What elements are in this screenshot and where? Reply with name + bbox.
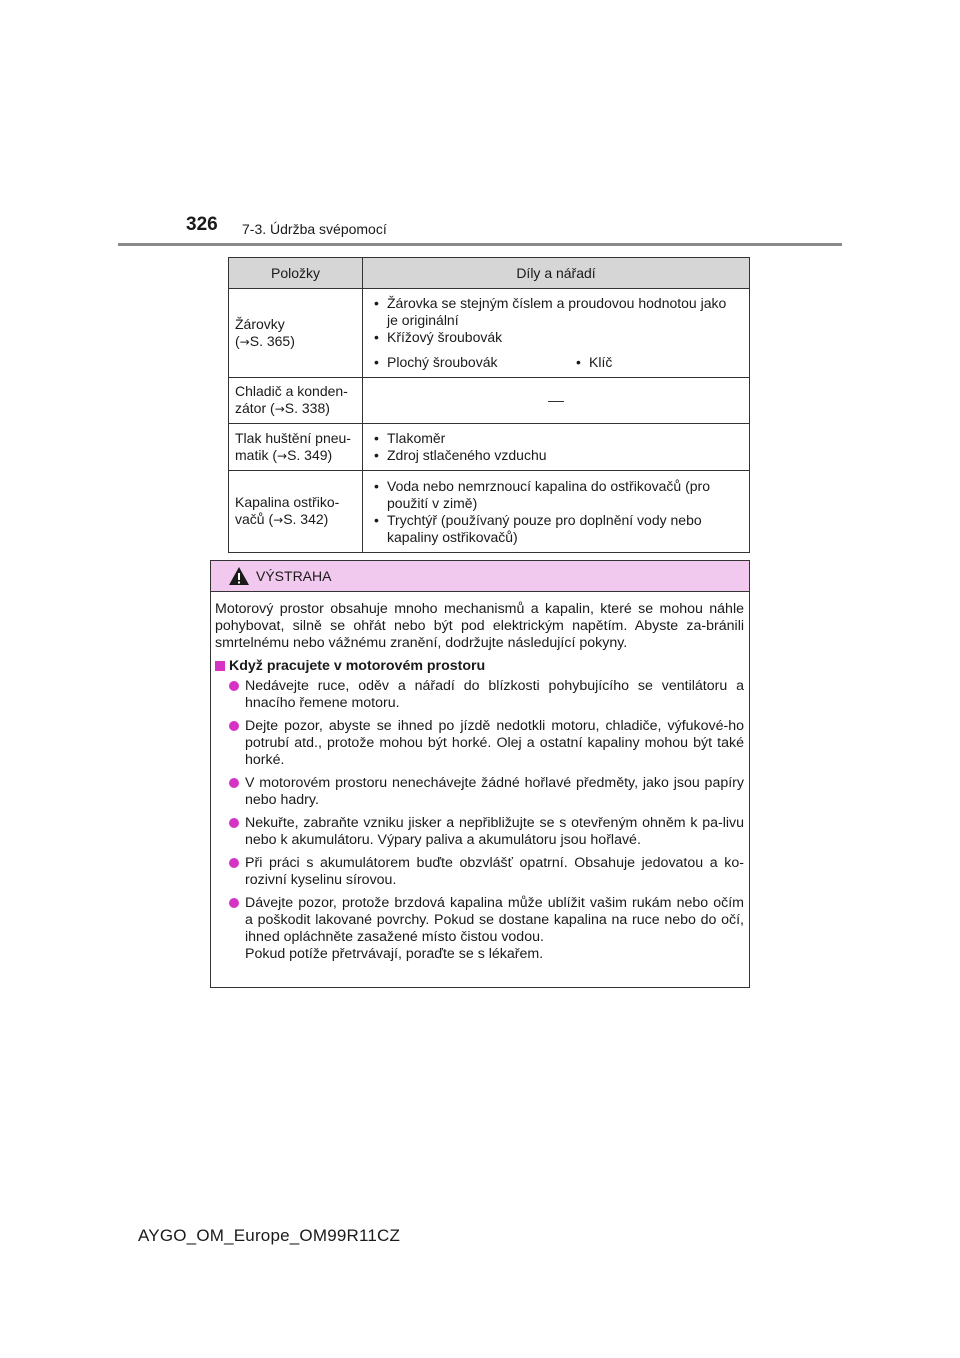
warning-title: VÝSTRAHA [256,568,332,584]
ref-suffix: ) [327,446,333,463]
list-item: • Tlakoměr [371,430,741,447]
right-arrow-icon: → [273,513,284,527]
item-name: Žárovky [235,315,285,332]
circle-bullet-icon [229,778,239,788]
item-reference [235,333,356,351]
table-cell-item [229,289,363,378]
right-arrow-icon: → [239,334,250,349]
table-header-row [229,258,750,289]
table-cell-parts [363,289,750,378]
ref-prefix: ( [235,332,240,349]
right-arrow-icon: → [274,402,285,416]
list-item-pair [371,354,741,371]
list-item-text: Při práci s akumulátorem buďte obzvlášť opatrní. Obsahuje jedovatou a ko-rozivní kyselinu sírovou. [245,855,744,888]
ref-suffix: ) [290,332,295,349]
list-item [215,895,744,963]
header-divider [118,243,842,246]
column-header-parts: Díly a nářadí [363,258,750,289]
item-name: Chladič a konden- [235,383,348,399]
page-reference-link[interactable]: S. 338 [284,400,326,416]
list-item [215,718,744,769]
list-item: • Klíč [573,354,612,371]
column-header-items: Položky [229,258,363,289]
table-row [229,471,750,553]
list-item [215,678,744,712]
table-cell-item [229,471,363,553]
table-cell-parts [363,378,750,424]
ref-prefix: zátor ( [235,400,275,416]
warning-body [211,592,749,963]
right-arrow-icon: → [277,448,288,463]
section-title: 7-3. Údržba svépomocí [242,221,387,237]
item-reference [235,511,356,529]
list-item-text: V motorovém prostoru nenechávejte žádné hořlavé předměty, jako jsou papíry nebo hadry. [245,775,744,808]
warning-triangle-icon [228,566,250,586]
list-item-text: Nekuřte, zabraňte vzniku jisker a nepřibližujte se s otevřeným ohněm k pa-livu nebo k akumulátoru. Výpary paliva a akumulátoru jsou hořlavé. [245,815,744,848]
list-item: • Plochý šroubovák [371,354,573,371]
item-reference [235,447,356,465]
table-row [229,424,750,471]
ref-prefix: vačů ( [235,511,274,527]
item-name: Kapalina ostřiko- [235,494,340,510]
item-reference [235,400,356,418]
ref-suffix: ) [323,511,329,527]
page-reference-link[interactable]: S. 342 [283,511,324,527]
square-bullet-icon [215,661,225,671]
circle-bullet-icon [229,858,239,868]
list-item: • Voda nebo nemrznoucí kapalina do ostřikovačů (pro použití v zimě) [371,478,741,512]
list-item-text: Nedávejte ruce, oděv a nářadí do blízkosti pohybujícího se ventilátoru a hnacího řemene motoru. [245,678,744,711]
page-header [0,0,960,250]
list-item [215,855,744,889]
list-item: • Žárovka se stejným číslem a proudovou hodnotou jako je originální [371,295,741,329]
subheading-text: Když pracujete v motorovém prostoru [229,658,486,674]
list-item [215,815,744,849]
list-item-text: Dávejte pozor, protože brzdová kapalina může ublížit vašim rukám nebo očím a poškodit lakované povrchy. Pokud se dostane kapalina na ruce nebo do očí, ihned opláchněte zasažené místo čistou vodou. [245,895,744,945]
page-number: 326 [186,214,218,235]
list-item: • Zdroj stlačeného vzduchu [371,447,741,464]
parts-tools-table [228,257,750,553]
warning-intro: Motorový prostor obsahuje mnoho mechanismů a kapalin, které se mohou náhle pohybovat, silně se ohřát nebo být pod elektrickým napětím. Abyste za-bránili smrtelnému nebo vážnému zranění, dodržujte následující pokyny. [215,601,744,651]
table-cell-item [229,424,363,471]
circle-bullet-icon [229,898,239,908]
item-name: Tlak huštění pneu- [235,429,351,446]
page-reference-link[interactable]: S. 349 [287,446,328,463]
empty-dash [548,401,564,402]
circle-bullet-icon [229,681,239,691]
warning-subheading [215,658,744,675]
circle-bullet-icon [229,818,239,828]
ref-prefix: matik ( [235,446,277,463]
table-cell-parts [363,424,750,471]
circle-bullet-icon [229,721,239,731]
table-cell-parts [363,471,750,553]
table-cell-item [229,378,363,424]
page-reference-link[interactable]: S. 365 [249,332,291,349]
list-item-extra-text: Pokud potíže přetrvávají, poraďte se s lékařem. [245,946,544,962]
list-item-text: Dejte pozor, abyste se ihned po jízdě nedotkli motoru, chladiče, výfukové-ho potrubí atd., protože mohou být horké. Olej a ostatní kapaliny mohou být také horké. [245,718,744,768]
list-item: • Křížový šroubovák [371,329,741,346]
warning-box [210,560,750,988]
ref-suffix: ) [325,400,330,416]
warning-header [211,561,749,592]
list-item [215,775,744,809]
table-row [229,378,750,424]
document-code: AYGO_OM_Europe_OM99R11CZ [138,1226,401,1245]
table-row [229,289,750,378]
list-item: • Trychtýř (používaný pouze pro doplnění vody nebo kapaliny ostřikovačů) [371,512,741,546]
